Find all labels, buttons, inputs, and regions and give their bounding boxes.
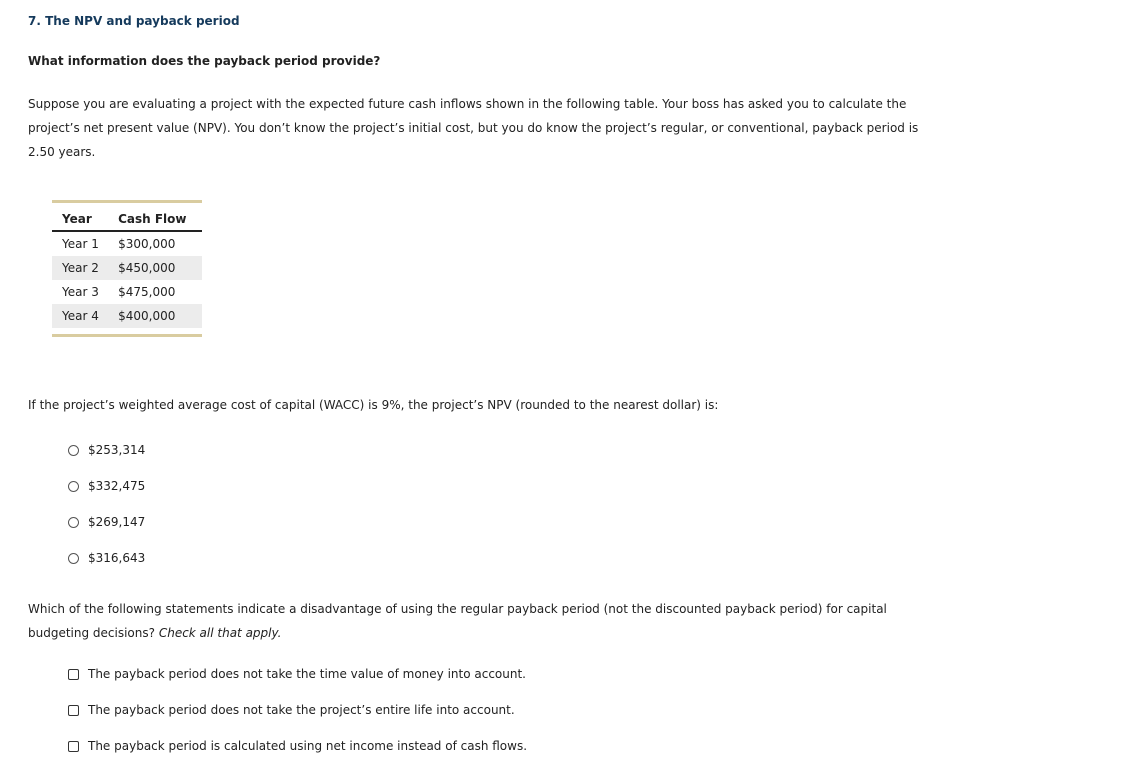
cash-flow-table [52,200,202,337]
option-label: The payback period is calculated using net income instead of cash flows. [88,739,528,753]
radio-button[interactable] [68,553,79,564]
checkbox[interactable] [68,705,79,716]
option-label: The payback period does not take the project’s entire life into account. [88,703,515,717]
table-row [52,256,202,280]
checkbox[interactable] [68,741,79,752]
npv-option[interactable] [68,468,145,504]
table-row [52,304,202,328]
header-year: Year [52,208,108,231]
disadvantage-option[interactable] [68,692,527,728]
option-label: $269,147 [88,515,146,529]
year-cell: Year 1 [62,237,99,251]
cash-flow-cell: $450,000 [108,256,202,280]
option-label: The payback period does not take the time value of money into account. [88,667,526,681]
npv-option[interactable] [68,504,145,540]
table-row [52,231,202,256]
table-bottom-border [52,334,202,337]
npv-options [68,432,145,576]
radio-button[interactable] [68,445,79,456]
option-label: $316,643 [88,551,146,565]
table-top-border [52,200,202,203]
table-row [52,280,202,304]
year-cell: Year 4 [52,304,108,328]
option-label: $253,314 [88,443,146,457]
npv-option[interactable] [68,540,145,576]
radio-button[interactable] [68,481,79,492]
cash-flow-cell: $400,000 [108,304,202,328]
npv-question: If the project’s weighted average cost of capital (WACC) is 9%, the project’s NPV (rounded to the nearest dollar) is: [28,398,719,412]
year-cell: Year 2 [52,256,108,280]
option-label: $332,475 [88,479,146,493]
table-header-row [52,208,202,231]
disadvantage-options [68,656,527,764]
disadvantage-option[interactable] [68,728,527,764]
intro-paragraph: Suppose you are evaluating a project with the expected future cash inflows shown in the following table. Your boss has asked you to calculate the project’s net present value (NPV). You don’t know the project’s initial cost, but you do know the project’s regular, or conventional, payback period is 2.50 years. [28,97,919,159]
cash-flow-cell: $300,000 [118,237,176,251]
section-subheading: What information does the payback period provide? [28,54,381,68]
question-text: Which of the following statements indicate a disadvantage of using the regular payback period (not the discounted payback period) for capital budgeting decisions? [28,602,887,640]
npv-option[interactable] [68,432,145,468]
radio-button[interactable] [68,517,79,528]
header-cash-flow: Cash Flow [108,208,202,231]
cash-flow-cell: $475,000 [118,285,176,299]
question-title: 7. The NPV and payback period [28,14,240,28]
disadvantage-option[interactable] [68,656,527,692]
checkbox[interactable] [68,669,79,680]
disadvantage-question [28,597,928,645]
year-cell: Year 3 [62,285,99,299]
question-instruction: Check all that apply. [158,626,282,640]
